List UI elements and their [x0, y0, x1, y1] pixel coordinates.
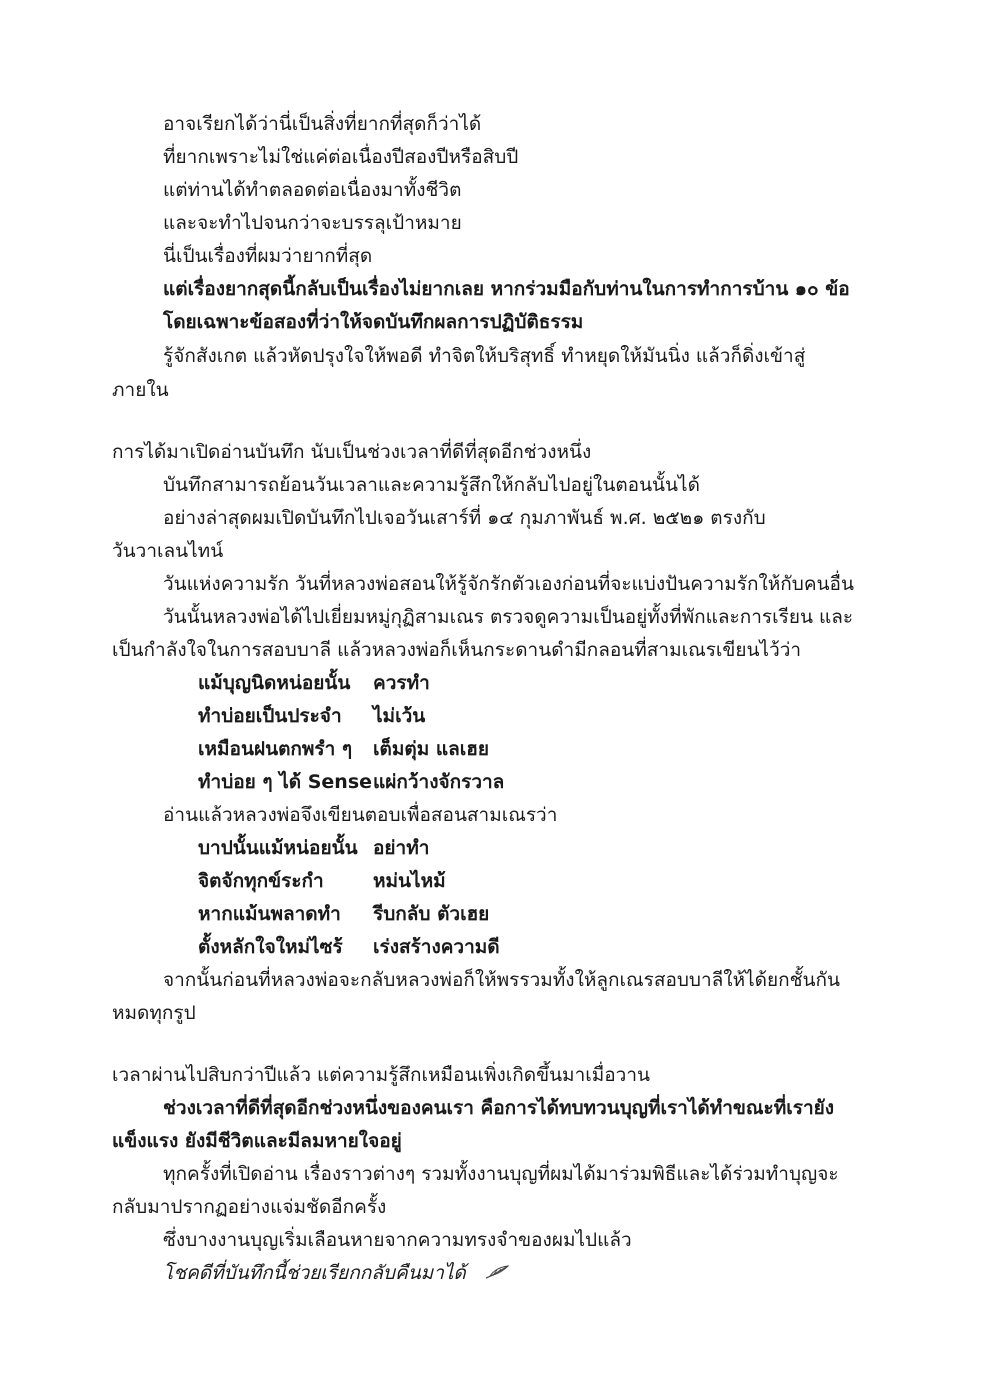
bold-paragraph-line: แต่เรื่องยากสุดนี้กลับเป็นเรื่องไม่ยากเลย หากร่วมมือกับท่านในการทำการบ้าน ๑๐ ข้อ: [163, 278, 850, 300]
paragraph-line: หมดทุกรูป: [112, 1002, 196, 1024]
paragraph-line: เวลาผ่านไปสิบกว่าปีแล้ว แต่ความรู้สึกเหมือนเพิ่งเกิดขึ้นมาเมื่อวาน: [112, 1064, 651, 1086]
paragraph-line: บันทึกสามารถย้อนวันเวลาและความรู้สึกให้กลับไปอยู่ในตอนนั้นได้: [163, 474, 700, 496]
poem-verse-second-half: รีบกลับ ตัวเฮย: [373, 903, 490, 925]
paragraph-line: อาจเรียกได้ว่านี่เป็นสิ่งที่ยากที่สุดก็ว่าได้: [163, 113, 482, 135]
poem-verse-second-half: เต็มตุ่ม แลเฮย: [373, 738, 489, 760]
poem-verse-first-half: ตั้งหลักใจใหม่ไซร้: [198, 936, 343, 958]
poem-line: [0, 733, 1000, 765]
poem-verse-second-half: อย่าทำ: [373, 837, 430, 859]
bold-paragraph-line: ช่วงเวลาที่ดีที่สุดอีกช่วงหนึ่งของคนเรา คือการได้ทบทวนบุญที่เราได้ทำขณะที่เรายัง: [163, 1097, 835, 1119]
bold-paragraph-line: โดยเฉพาะข้อสองที่ว่าให้จดบันทึกผลการปฏิบัติธรรม: [163, 311, 584, 333]
paragraph-line: และจะทำไปจนกว่าจะบรรลุเป้าหมาย: [163, 212, 462, 234]
paragraph-line: ที่ยากเพราะไม่ใช่แค่ต่อเนื่องปีสองปีหรือสิบปี: [163, 146, 519, 168]
paragraph-line: เป็นกำลังใจในการสอบบาลี แล้วหลวงพ่อก็เห็นกระดานดำมีกลอนที่สามเณรเขียนไว้ว่า: [112, 639, 802, 661]
poem-line: [0, 898, 1000, 930]
poem-verse-first-half: ทำบ่อยเป็นประจำ: [198, 705, 342, 727]
poem-verse-first-half: บาปนั้นแม้หน่อยนั้น: [198, 837, 358, 859]
poem-verse-first-half: หากแม้นพลาดทำ: [198, 903, 341, 925]
poem-verse-first-half: เหมือนฝนตกพรำ ๆ: [198, 738, 353, 760]
paragraph-line: ซึ่งบางงานบุญเริ่มเลือนหายจากความทรงจำของผมไปแล้ว: [163, 1229, 632, 1251]
paragraph-line: กลับมาปรากฏอย่างแจ่มชัดอีกครั้ง: [112, 1196, 387, 1218]
poem-line: [0, 931, 1000, 963]
paragraph-line: การได้มาเปิดอ่านบันทึก นับเป็นช่วงเวลาที่ดีที่สุดอีกช่วงหนึ่ง: [112, 441, 592, 463]
paragraph-line: จากนั้นก่อนที่หลวงพ่อจะกลับหลวงพ่อก็ให้พรรวมทั้งให้ลูกเณรสอบบาลีให้ได้ยกชั้นกัน: [163, 969, 841, 991]
poem-verse-second-half: แผ่กว้างจักรวาล: [373, 771, 505, 793]
paragraph-line: ทุกครั้งที่เปิดอ่าน เรื่องราวต่างๆ รวมทั้งงานบุญที่ผมได้มาร่วมพิธีและได้ร่วมทำบุญจะ: [163, 1163, 839, 1185]
feather-quill-icon: [484, 1258, 510, 1290]
paragraph-line: อย่างล่าสุดผมเปิดบันทึกไปเจอวันเสาร์ที่ ๑๔ กุมภาพันธ์ พ.ศ. ๒๕๒๑ ตรงกับ: [163, 507, 766, 529]
poem-verse-first-half: ทำบ่อย ๆ ได้ Sense: [198, 771, 373, 793]
poem-verse-first-half: จิตจักทุกข์ระกำ: [198, 870, 324, 892]
paragraph-line: วันแห่งความรัก วันที่หลวงพ่อสอนให้รู้จักรักตัวเองก่อนที่จะแบ่งปันความรักให้กับคนอื่น: [163, 573, 854, 595]
paragraph-line: อ่านแล้วหลวงพ่อจึงเขียนตอบเพื่อสอนสามเณรว่า: [163, 804, 558, 826]
paragraph-line: แต่ท่านได้ทำตลอดต่อเนื่องมาทั้งชีวิต: [163, 179, 462, 201]
poem-verse-second-half: เร่งสร้างความดี: [373, 936, 500, 958]
paragraph-line: ภายใน: [112, 379, 169, 401]
closing-line: [163, 1257, 510, 1289]
poem-verse-first-half: แม้บุญนิดหน่อยนั้น: [198, 672, 351, 694]
poem-line: [0, 766, 1000, 798]
paragraph-line: วันวาเลนไทน์: [112, 540, 224, 562]
poem-line: [0, 832, 1000, 864]
paragraph-line: รู้จักสังเกต แล้วหัดปรุงใจให้พอดี ทำจิตให้บริสุทธิ์ ทำหยุดให้มันนิ่ง แล้วก็ดิ่งเข้าสู่: [163, 345, 806, 367]
poem-verse-second-half: หม่นไหม้: [373, 870, 446, 892]
poem-verse-second-half: ควรทำ: [373, 672, 430, 694]
poem-line: [0, 667, 1000, 699]
bold-paragraph-line: แข็งแรง ยังมีชีวิตและมีลมหายใจอยู่: [112, 1130, 402, 1152]
poem-verse-second-half: ไม่เว้น: [373, 705, 426, 727]
poem-line: [0, 865, 1000, 897]
closing-text: โชคดีที่บันทึกนี้ช่วยเรียกกลับคืนมาได้: [163, 1262, 466, 1284]
paragraph-line: นี่เป็นเรื่องที่ผมว่ายากที่สุด: [163, 245, 373, 267]
poem-line: [0, 700, 1000, 732]
paragraph-line: วันนั้นหลวงพ่อได้ไปเยี่ยมหมู่กุฏิสามเณร ตรวจดูความเป็นอยู่ทั้งที่พักและการเรียน และ: [163, 606, 854, 628]
